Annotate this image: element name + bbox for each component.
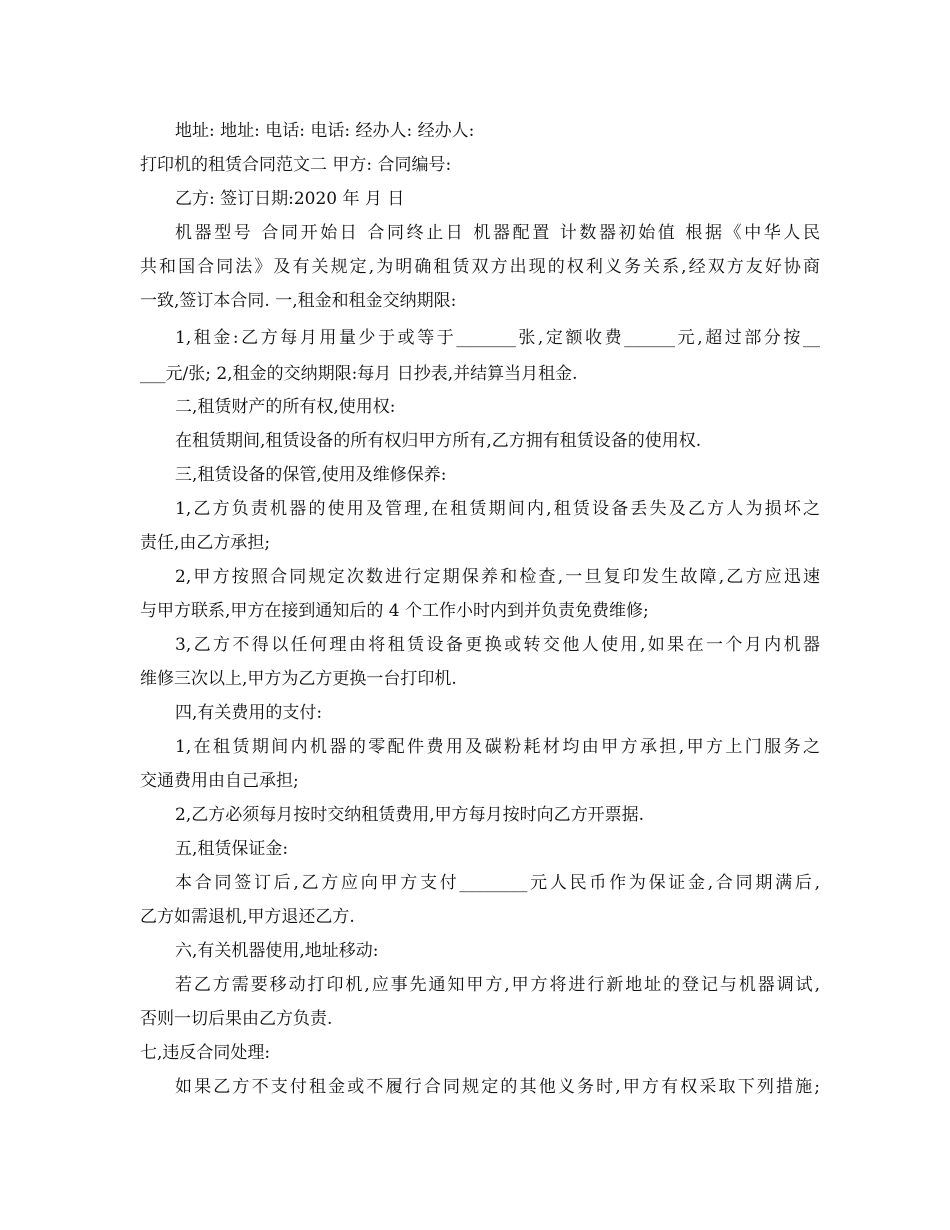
paragraph-line: 本合同签订后,乙方应向甲方支付________元人民币作为保证金,合同期满后, [175,873,820,893]
party-b-date-line: 乙方: 签订日期:2020 年 月 日 [175,189,405,209]
paragraph-line: 共和国合同法》及有关规定,为明确租赁双方出现的权利义务关系,经双方友好协商 [140,257,820,277]
paragraph-line: 2,乙方必须每月按时交纳租赁费用,甲方每月按时向乙方开票据. [175,805,645,825]
section-heading: 五,租赁保证金: [175,839,289,859]
paragraph-line: 否则一切后果由乙方负责. [140,1009,333,1029]
contract-title: 打印机的租赁合同范文二 甲方: 合同编号: [140,155,452,175]
paragraph-line: 若乙方需要移动打印机,应事先通知甲方,甲方将进行新地址的登记与机器调试, [175,975,820,995]
paragraph-line: 1,租金:乙方每月用量少于或等于_______张,定额收费______元,超过部分按__ [175,328,820,348]
paragraph-line: 乙方如需退机,甲方退还乙方. [140,907,355,927]
section-heading: 四,有关费用的支付: [175,703,323,723]
contact-fields-line: 地址: 地址: 电话: 电话: 经办人: 经办人: [175,121,475,141]
paragraph-line: 维修三次以上,甲方为乙方更换一台打印机. [140,669,457,689]
paragraph-line: 3,乙方不得以任何理由将租赁设备更换或转交他人使用,如果在一个月内机器 [175,635,820,655]
paragraph-line: 责任,由乙方承担; [140,533,271,553]
paragraph-line: ___元/张; 2,租金的交纳期限:每月 日抄表,并结算当月租金. [140,364,578,384]
paragraph-line: 一致,签订本合同. 一,租金和租金交纳期限: [140,291,457,311]
paragraph-line: 机器型号 合同开始日 合同终止日 机器配置 计数器初始值 根据《中华人民 [175,223,820,243]
paragraph-line: 如果乙方不支付租金或不履行合同规定的其他义务时,甲方有权采取下列措施; [175,1077,820,1097]
section-heading: 六,有关机器使用,地址移动: [175,941,379,961]
paragraph-line: 在租赁期间,租赁设备的所有权归甲方所有,乙方拥有租赁设备的使用权. [175,431,702,451]
paragraph-line: 1,乙方负责机器的使用及管理,在租赁期间内,租赁设备丢失及乙方人为损坏之 [175,499,820,519]
paragraph-line: 1,在租赁期间内机器的零配件费用及碳粉耗材均由甲方承担,甲方上门服务之 [175,737,820,757]
section-heading: 二,租赁财产的所有权,使用权: [175,397,396,417]
section-heading: 七,违反合同处理: [140,1043,271,1063]
paragraph-line: 2,甲方按照合同规定次数进行定期保养和检查,一旦复印发生故障,乙方应迅速 [175,567,820,587]
paragraph-line: 与甲方联系,甲方在接到通知后的 4 个工作小时内到并负责免费维修; [140,601,649,621]
paragraph-line: 交通费用由自己承担; [140,771,299,791]
section-heading: 三,租赁设备的保管,使用及维修保养: [175,465,447,485]
